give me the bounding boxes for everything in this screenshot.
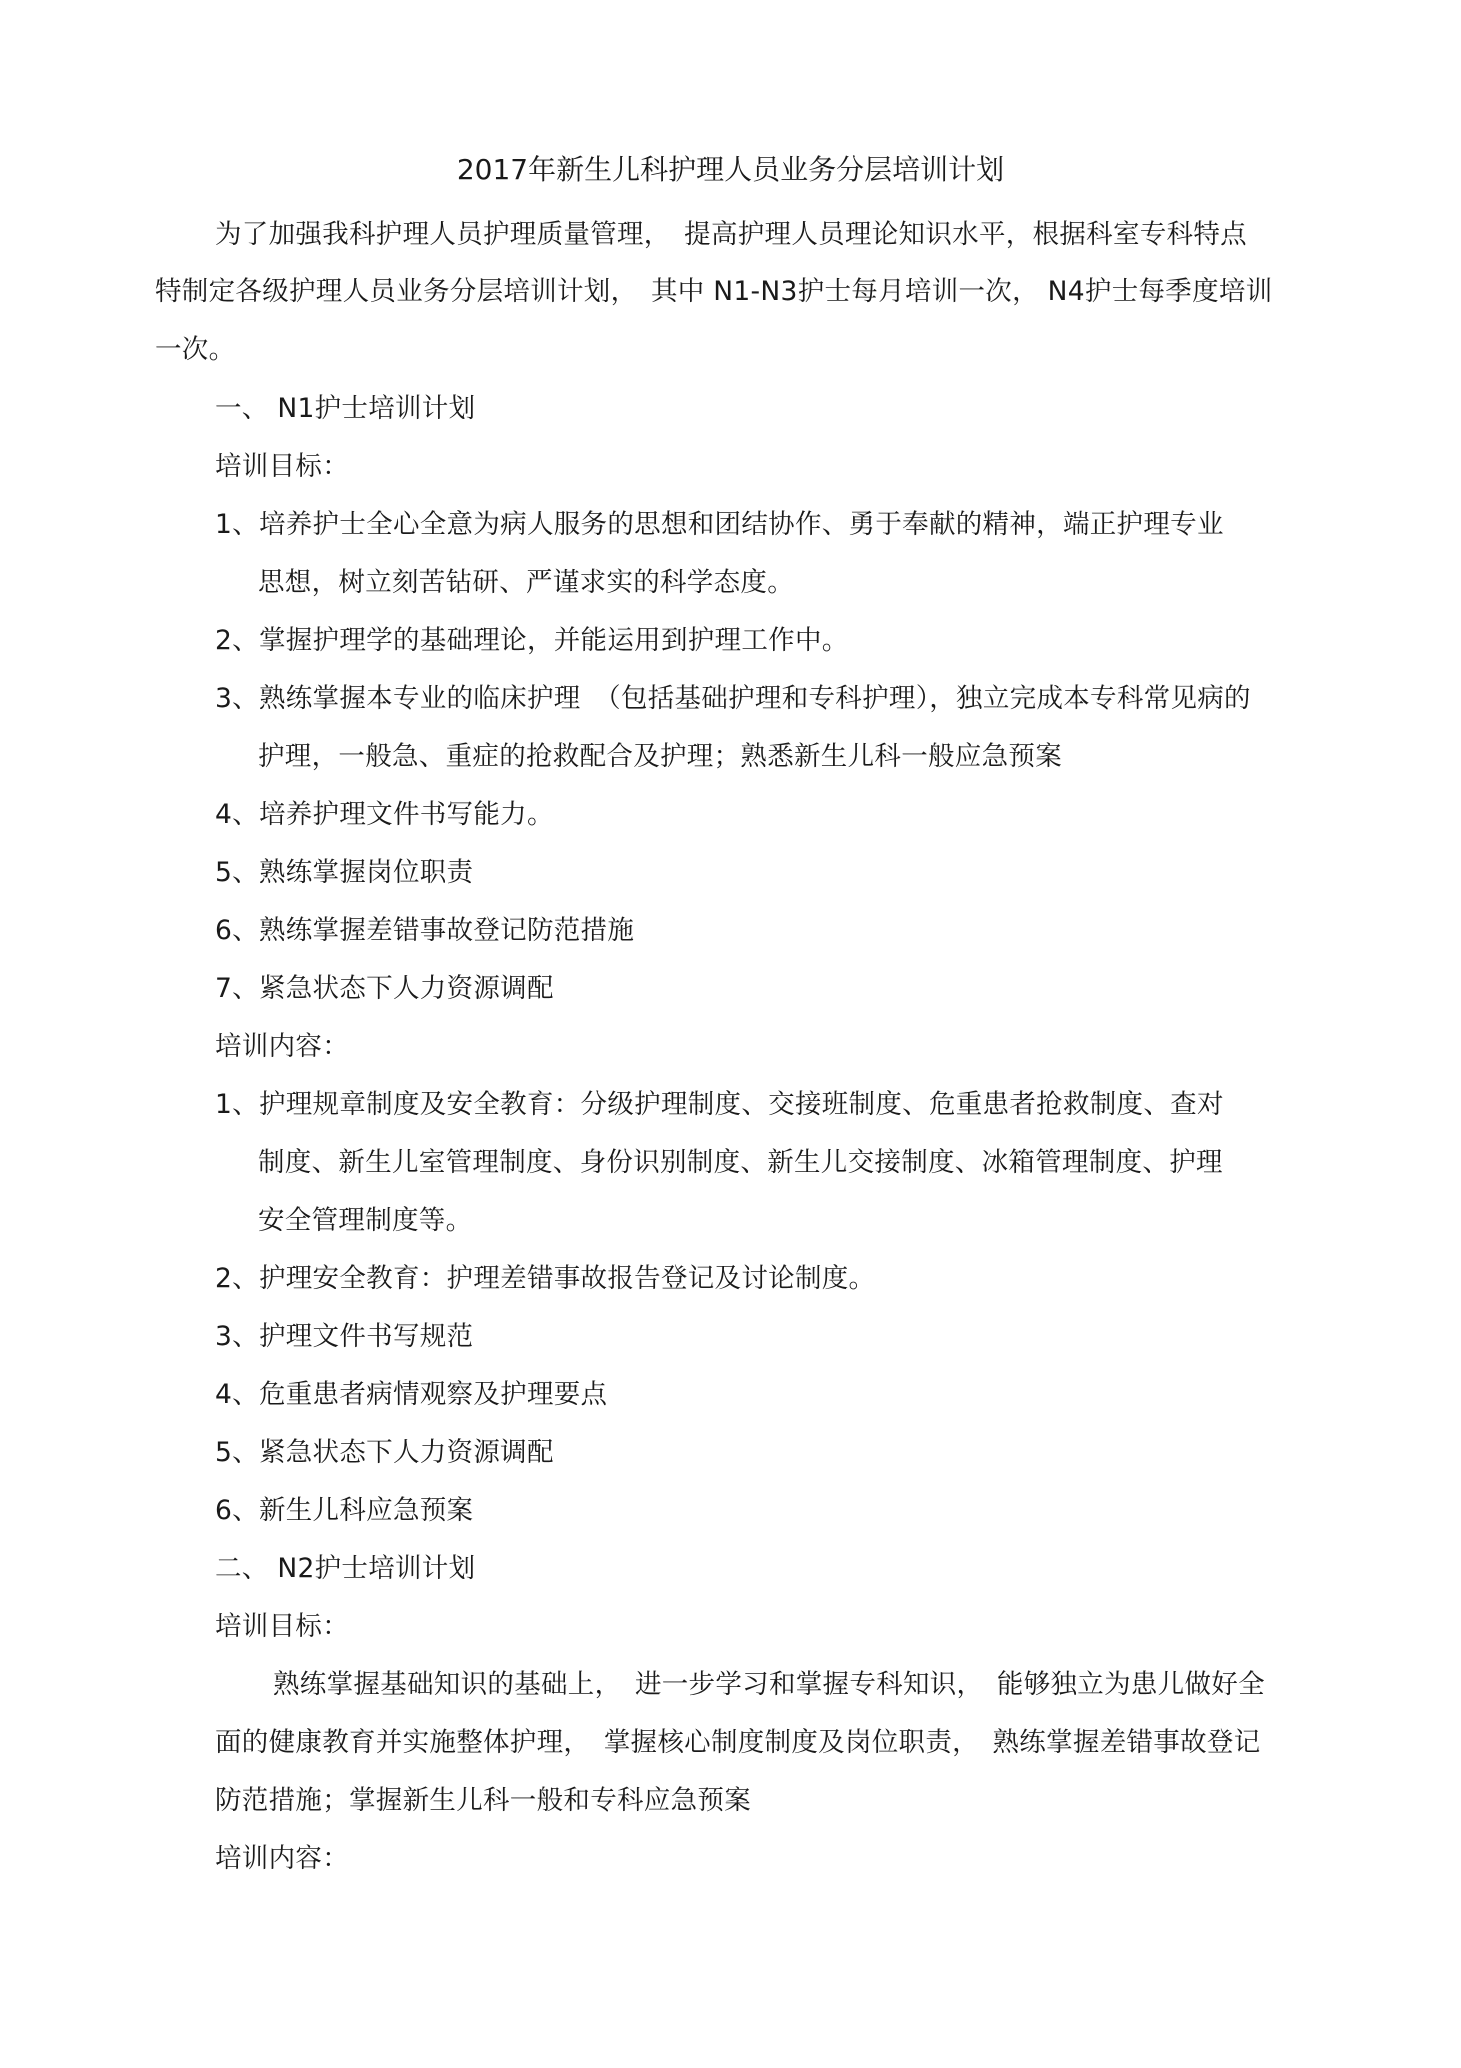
section-1-heading: 一、 N1护士培训计划 (215, 393, 476, 424)
section-1-content-2: 2、护理安全教育：护理差错事故报告登记及讨论制度。 (215, 1263, 876, 1294)
section-1-content-1-cont-a: 制度、新生儿室管理制度、身份识别制度、新生儿交接制度、冰箱管理制度、护理 (258, 1147, 1223, 1178)
section-2-goals-line-2: 面的健康教育并实施整体护理， 掌握核心制度制度及岗位职责， 熟练掌握差错事故登记 (215, 1727, 1261, 1758)
section-1-content-4: 4、危重患者病情观察及护理要点 (215, 1379, 608, 1410)
section-2-goals-line-3: 防范措施；掌握新生儿科一般和专科应急预案 (215, 1785, 751, 1816)
section-1-goal-5: 5、熟练掌握岗位职责 (215, 857, 474, 888)
section-1-content-1: 1、护理规章制度及安全教育：分级护理制度、交接班制度、危重患者抢救制度、查对 (215, 1089, 1224, 1120)
intro-line-2: 特制定各级护理人员业务分层培训计划， 其中 N1-N3护士每月培训一次， N4护士每季度培训 (155, 276, 1273, 307)
section-1-content-5: 5、紧急状态下人力资源调配 (215, 1437, 554, 1468)
intro-line-1: 为了加强我科护理人员护理质量管理， 提高护理人员理论知识水平，根据科室专科特点 (215, 219, 1247, 250)
section-1-goal-7: 7、紧急状态下人力资源调配 (215, 973, 554, 1004)
section-1-content-1-cont-b: 安全管理制度等。 (258, 1205, 473, 1236)
section-1-content-6: 6、新生儿科应急预案 (215, 1495, 474, 1526)
section-2-content-label: 培训内容： (215, 1843, 349, 1874)
section-1-goals-label: 培训目标： (215, 451, 349, 482)
section-2-heading: 二、 N2护士培训计划 (215, 1553, 476, 1584)
section-1-content-3: 3、护理文件书写规范 (215, 1321, 474, 1352)
section-1-goal-6: 6、熟练掌握差错事故登记防范措施 (215, 915, 635, 946)
section-1-content-label: 培训内容： (215, 1031, 349, 1062)
section-2-goals-line-1: 熟练掌握基础知识的基础上， 进一步学习和掌握专科知识， 能够独立为患儿做好全 (273, 1669, 1265, 1700)
section-1-goal-3-cont: 护理，一般急、重症的抢救配合及护理；熟悉新生儿科一般应急预案 (258, 741, 1062, 772)
section-1-goal-1: 1、培养护士全心全意为病人服务的思想和团结协作、勇于奉献的精神，端正护理专业 (215, 509, 1224, 540)
document-title: 2017年新生儿科护理人员业务分层培训计划 (456, 153, 1005, 186)
section-1-goal-2: 2、掌握护理学的基础理论，并能运用到护理工作中。 (215, 625, 849, 656)
intro-line-3: 一次。 (155, 334, 236, 365)
section-1-goal-1-cont: 思想，树立刻苦钻研、严谨求实的科学态度。 (258, 567, 794, 598)
section-1-goal-3: 3、熟练掌握本专业的临床护理 （包括基础护理和专科护理），独立完成本专科常见病的 (215, 683, 1251, 714)
section-1-goal-4: 4、培养护理文件书写能力。 (215, 799, 554, 830)
section-2-goals-label: 培训目标： (215, 1611, 349, 1642)
